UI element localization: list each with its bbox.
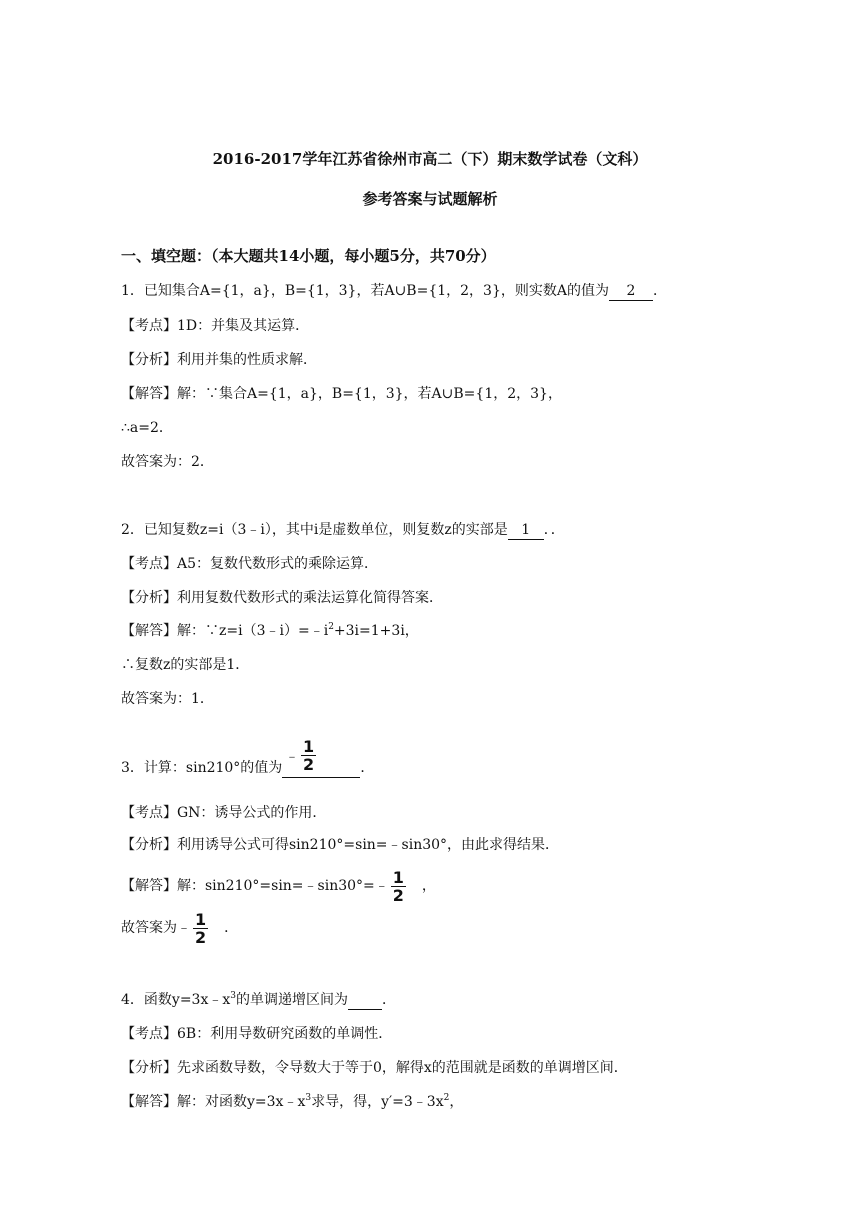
question-2-step: ∴复数z的实部是1．	[121, 657, 250, 673]
document-title: 2016-2017学年江苏省徐州市高二（下）期末数学试卷（文科）	[212, 150, 648, 168]
question-2-jieda: 【解答】解：$\because z=i(3﹣i)=﹣i^2+3i=1+3i$，	[121, 622, 419, 639]
question-3-jieda: 【解答】解：sin210°=sin=﹣sin30°=﹣ $\frac{1}{2}$ ，	[121, 867, 436, 905]
question-1-stem: 1．已知集合A={1，a}，B={1，3}，若A∪B={1，2，3}，则实数A的值为 2 ．	[121, 283, 667, 299]
answer-blank: 1	[508, 521, 544, 540]
question-1-step: ∴a=2．	[121, 420, 173, 436]
question-1-jieda: 【解答】解：∵集合A={1，a}，B={1，3}，若A∪B={1，2，3}，	[121, 386, 562, 402]
question-2-kaodian: 【考点】A5：复数代数形式的乘除运算．	[121, 556, 379, 572]
answer-blank	[348, 991, 382, 1010]
section-heading: 一、填空题：（本大题共14小题，每小题5分，共70分）	[121, 247, 496, 265]
question-4-jieda: 【解答】解：对函数$y=3x﹣x^3$求导，得，$y'=3﹣3x^2$，	[121, 1093, 464, 1110]
question-1-final: 故答案为：2．	[121, 454, 214, 470]
question-3-fenxi: 【分析】利用诱导公式可得sin210°=sin=﹣sin30°，由此求得结果．	[121, 837, 560, 853]
question-4-stem: 4．函数$y=3x﹣x^3$的单调递增区间为 ．	[121, 991, 396, 1008]
answer-fraction: ﹣ $\frac{1}{2}$	[285, 737, 315, 774]
question-3-stem: 3．计算：sin210°的值为 ．	[121, 760, 375, 776]
fraction: $\frac{1}{2}$	[392, 867, 404, 905]
question-4-fenxi: 【分析】先求函数导数，令导数大于等于0，解得x的范围就是函数的单调增区间．	[121, 1060, 628, 1076]
answer-blank: 2	[609, 282, 653, 301]
question-2-final: 故答案为：1．	[121, 691, 214, 707]
question-2-stem: 2．已知复数z=i（3﹣i），其中i是虚数单位，则复数z的实部是 1 ．．	[121, 522, 565, 538]
question-1-fenxi: 【分析】利用并集的性质求解．	[121, 352, 317, 368]
question-1-kaodian: 【考点】1D：并集及其运算．	[121, 318, 310, 334]
question-4-kaodian: 【考点】6B：利用导数研究函数的单调性．	[121, 1026, 393, 1042]
question-3-kaodian: 【考点】GN：诱导公式的作用．	[121, 805, 327, 821]
document-subtitle: 参考答案与试题解析	[362, 190, 498, 208]
question-3-final: 故答案为﹣ $\frac{1}{2}$ ．	[121, 909, 239, 947]
question-2-fenxi: 【分析】利用复数代数形式的乘法运算化简得答案．	[121, 590, 443, 606]
fraction: $\frac{1}{2}$	[195, 909, 207, 947]
